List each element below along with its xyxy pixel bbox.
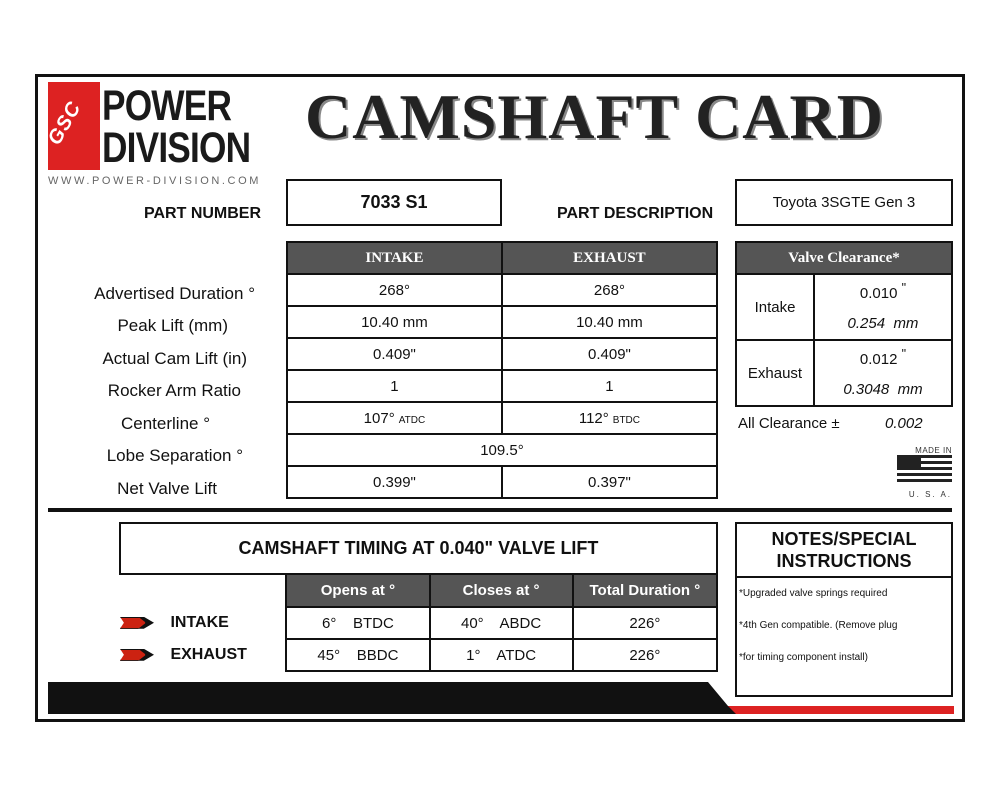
table-cell: [502, 402, 717, 434]
notes-item: *Upgraded valve springs required: [739, 588, 888, 599]
table-cell: 268°: [502, 274, 717, 306]
intake-opens-value: 6°: [321, 614, 337, 632]
bottom-decorative-bar: [48, 682, 954, 716]
spec-label-centerline: Centerline °: [120, 414, 210, 433]
valve-clearance-header: Valve Clearance*: [736, 242, 952, 274]
table-cell: [430, 639, 573, 671]
table-row: [287, 274, 717, 306]
table-row: [287, 434, 717, 466]
gsc-logo-badge: GSC: [48, 82, 100, 170]
spec-label-lobe-separation: Lobe Separation °: [106, 446, 243, 465]
made-in-usa-flag-icon: [897, 446, 952, 499]
table-cell: 226°: [573, 639, 717, 671]
section-divider: [48, 508, 952, 512]
clearance-exhaust-in: [814, 340, 952, 373]
made-in-label: MADE IN: [915, 446, 952, 455]
clearance-exhaust-in-value: 0.012: [859, 350, 898, 368]
table-cell: 0.409": [287, 338, 502, 370]
table-row: [120, 639, 717, 671]
centerline-intake-value: 107°: [363, 409, 395, 427]
timing-table: [119, 522, 718, 672]
table-cell: [286, 639, 429, 671]
part-description-value: Toyota 3SGTE Gen 3: [772, 194, 916, 211]
table-row: [287, 370, 717, 402]
table-cell: 268°: [287, 274, 502, 306]
table-cell: 1: [502, 370, 717, 402]
clearance-exhaust-label: Exhaust: [736, 340, 814, 406]
col-header-total: Total Duration °: [573, 574, 717, 607]
inch-mark: ": [901, 280, 907, 295]
mm-unit: mm: [897, 380, 923, 398]
red-arrow-icon: [120, 617, 154, 629]
part-number-value: 7033 S1: [360, 192, 428, 212]
exhaust-opens-value: 45°: [317, 646, 341, 664]
intake-closes-ref: ABDC: [499, 614, 542, 632]
logo-url: WWW.POWER-DIVISION.COM: [48, 175, 262, 187]
col-header-intake: INTAKE: [287, 242, 502, 274]
part-number-box: [286, 179, 502, 226]
part-number-label: PART NUMBER: [144, 205, 262, 222]
timing-row-exhaust-label: [120, 639, 286, 671]
all-clearance-value: 0.002: [885, 415, 923, 432]
spec-table: [286, 241, 718, 499]
timing-row-intake-label: [120, 607, 286, 639]
intake-opens-ref: BTDC: [353, 614, 394, 632]
spec-label-advertised-duration: Advertised Duration °: [94, 284, 255, 303]
table-row: [287, 402, 717, 434]
clearance-intake-in-value: 0.010: [859, 284, 898, 302]
table-cell: [430, 607, 573, 639]
inch-mark: ": [901, 346, 907, 361]
table-cell: 10.40 mm: [502, 306, 717, 338]
timing-exhaust-label-text: EXHAUST: [170, 646, 247, 663]
table-cell: 0.399": [287, 466, 502, 498]
page-title: CAMSHAFT CARD: [305, 81, 884, 152]
logo-line-power: POWER: [102, 82, 232, 130]
col-header-exhaust: EXHAUST: [502, 242, 717, 274]
notes-item: *for timing component install): [739, 652, 868, 663]
exhaust-opens-ref: BBDC: [356, 646, 399, 664]
notes-box: [735, 522, 953, 697]
all-clearance-label: All Clearance ±: [738, 415, 840, 432]
table-cell: [286, 607, 429, 639]
valve-clearance-table: [735, 241, 953, 407]
notes-title: [737, 528, 951, 572]
table-cell: 226°: [573, 607, 717, 639]
centerline-exhaust-value: 112°: [578, 409, 609, 427]
table-row: [120, 607, 717, 639]
clearance-exhaust-mm-value: 0.3048: [843, 380, 890, 398]
clearance-intake-in: [814, 274, 952, 307]
part-description-box: [735, 179, 953, 226]
table-row: [287, 338, 717, 370]
table-cell: 109.5°: [287, 434, 717, 466]
exhaust-closes-ref: ATDC: [496, 646, 537, 664]
table-row: [287, 306, 717, 338]
notes-title-line2: INSTRUCTIONS: [776, 551, 912, 571]
spec-label-net-valve-lift: Net Valve Lift: [117, 479, 217, 498]
table-cell: 10.40 mm: [287, 306, 502, 338]
clearance-intake-label: Intake: [736, 274, 814, 340]
clearance-intake-mm: [814, 307, 952, 340]
table-cell: 1: [287, 370, 502, 402]
spec-label-rocker-ratio: Rocker Arm Ratio: [107, 381, 241, 400]
timing-title: CAMSHAFT TIMING AT 0.040" VALVE LIFT: [120, 523, 717, 574]
notes-title-line1: NOTES/SPECIAL: [771, 529, 917, 549]
spec-label-peak-lift: Peak Lift (mm): [117, 316, 228, 335]
exhaust-closes-value: 1°: [466, 646, 481, 664]
centerline-intake-ref: ATDC: [398, 414, 426, 426]
logo-line-division: DIVISION: [102, 124, 251, 172]
table-cell: [287, 402, 502, 434]
clearance-exhaust-mm: [814, 373, 952, 406]
spec-label-actual-cam-lift: Actual Cam Lift (in): [102, 349, 247, 368]
mm-unit: mm: [893, 314, 919, 332]
col-header-opens: Opens at °: [286, 574, 429, 607]
table-row: [287, 466, 717, 498]
part-description-label: PART DESCRIPTION: [557, 205, 714, 222]
red-arrow-icon: [120, 649, 154, 661]
notes-item: *4th Gen compatible. (Remove plug: [739, 620, 898, 631]
intake-closes-value: 40°: [460, 614, 484, 632]
table-cell: 0.409": [502, 338, 717, 370]
timing-intake-label-text: INTAKE: [170, 614, 229, 631]
col-header-closes: Closes at °: [430, 574, 573, 607]
table-cell: 0.397": [502, 466, 717, 498]
centerline-exhaust-ref: BTDC: [612, 414, 641, 426]
clearance-intake-mm-value: 0.254: [847, 314, 886, 332]
timing-blank-header: [120, 574, 286, 607]
usa-label: U. S. A.: [908, 490, 952, 499]
